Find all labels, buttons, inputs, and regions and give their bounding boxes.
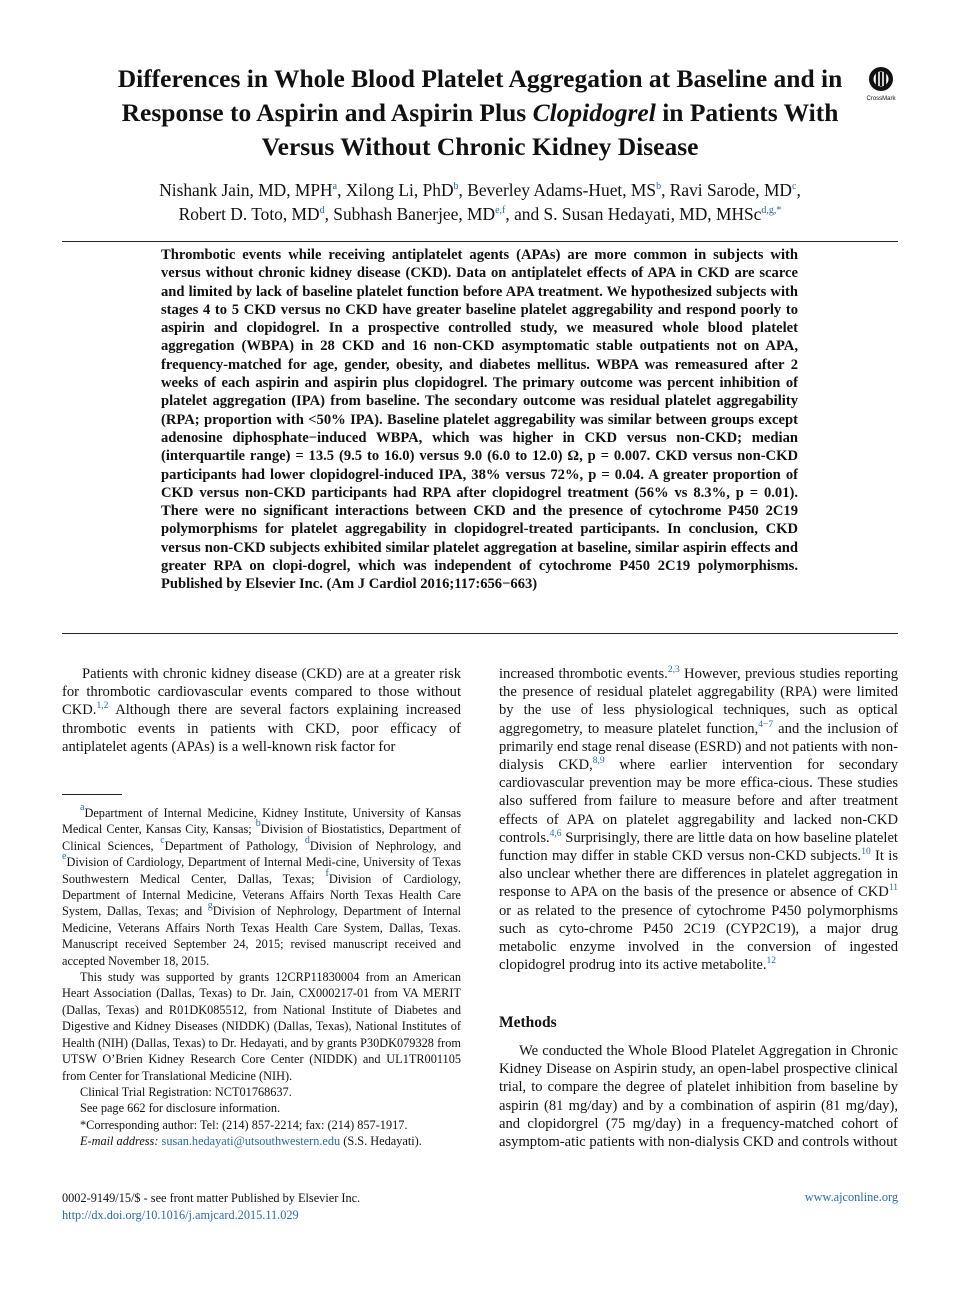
crossmark-label: CrossMark	[866, 96, 896, 102]
methods-heading: Methods	[499, 1014, 557, 1031]
abstract-bottom-rule	[62, 633, 898, 634]
issn-line: 0002-9149/15/$ - see front matter Published by Elsevier Inc.	[62, 1191, 361, 1205]
crossmark-icon	[868, 66, 894, 92]
author-list: Nishank Jain, MD, MPH$^a$, Xilong Li, PhD$^b$, Beverley Adams-Huet, $MS^b$, Ravi Sarode, $MD^c$, Robert D. Toto, $MD^d$, Subhash Banerjee, MD$^{e,f}$, and S. Susan Hedayati, MD, MHSc$^{d,g,*}$	[159, 180, 801, 224]
email-footnote: E-mail address: susan.hedayati@utsouthwestern.edu (S.S. Hedayati).	[80, 1134, 422, 1149]
citation-link[interactable]: 10	[861, 847, 871, 858]
title-italic-drug: Clopidogrel	[532, 98, 656, 127]
funding-footnote: This study was supported by grants 12CRP11830004 from an American Heart Association (Dallas, Texas) to Dr. Jain, CX000217-01 from VA MERIT (Dallas, Texas) and R01DK085512, from National Institute of Diabetes and Digestive and Kidney Diseases (NIDDK) (Dallas, Texas), National Institutes of Health (NIH) (Dallas, Texas) to Dr. Hedayati, and by grants P30DK079328 from UTSW O’Brien Kidney Research Core Center (NIDDK) and UL1TR001105 from Center for Translational Medicine (NIH).	[62, 970, 461, 1083]
abstract-top-rule	[62, 241, 898, 242]
citation-link[interactable]: 1,2	[96, 701, 109, 712]
affiliations-footnote: $^a$Department of Internal Medicine, Kidney Institute, University of Kansas Medical Center, Kansas City, Kansas; $^b$Division of Biostatistics, Department of Clinical Sciences, $^c$Department of Pathology, $^d$Division of Nephrology, and $^e$Division of Cardiology, Department of Internal Medi-cine, University of Texas Southwestern Medical Center, Dallas, Texas; $^f$Division of Cardiology, Department of Internal Medicine, Veterans Affairs North Texas Health Care System, Dallas, Texas; and $^g$Division of Nephrology, Department of Internal Medicine, Veterans Affairs North Texas Health Care System, Dallas, Texas. Manuscript received September 24, 2015; revised manuscript received and accepted November 18, 2015.	[62, 802, 462, 968]
body-column-left	[62, 665, 461, 756]
page-footer-left	[62, 1190, 360, 1223]
author-affiliation-mark: d,g,	[761, 205, 777, 216]
author: Robert D. Toto, MD	[178, 204, 320, 224]
author-affiliation-mark: b	[656, 181, 662, 192]
citation-link[interactable]: 12	[766, 956, 776, 967]
body-column-right	[499, 665, 898, 974]
author: Nishank Jain, MD, MPH	[159, 180, 333, 200]
corresponding-footnote: *Corresponding author: Tel: (214) 857-2214; fax: (214) 857-1917.	[80, 1117, 408, 1132]
author-affiliation-mark: d	[319, 205, 325, 216]
journal-website-link[interactable]: www.ajconline.org	[804, 1190, 898, 1204]
footnotes	[62, 802, 462, 1150]
corresponding-author-mark[interactable]: *	[776, 205, 782, 216]
author: Beverley Adams-Huet, MS	[467, 180, 657, 200]
citation-link[interactable]: 2,3	[667, 665, 680, 675]
author-affiliation-mark: e,f	[495, 205, 506, 216]
author-affiliation-mark: b	[453, 181, 459, 192]
intro-paragraph: Patients with chronic kidney disease (CKD) are at a greater risk for thrombotic cardiovascular events compared to those without CKD.$^{1,2}$ Although there are several factors explaining increased thrombotic events in patients with CKD, poor efficacy of antiplatelet agents (APAs) is a well-known risk factor for	[62, 666, 461, 755]
disclosure-footnote: See page 662 for disclosure information.	[80, 1101, 281, 1116]
author: Xilong Li, PhD	[345, 180, 454, 200]
methods-column	[499, 1042, 898, 1151]
abstract: Thrombotic events while receiving antiplatelet agents (APAs) are more common in subjects with versus without chronic kidney disease (CKD). Data on antiplatelet effects of APA in CKD are scarce and limited by lack of baseline platelet function before APA treatment. We hypothesized subjects with stages 4 to 5 CKD versus no CKD have greater baseline platelet aggregability and respond poorly to aspirin and clopidogrel. In a prospective controlled study, we measured whole blood platelet aggregation (WBPA) in 28 CKD and 16 non-CKD asymptomatic stable outpatients not on APA, frequency-matched for age, gender, obesity, and diabetes mellitus. WBPA was remeasured after 2 weeks of each aspirin and aspirin plus clopidogrel. The primary outcome was percent inhibition of platelet aggregation (IPA) from baseline. The secondary outcome was residual platelet aggregability (RPA; proportion with <50% IPA). Baseline platelet aggregability was similar between groups except adenosine diphosphate−induced WBPA, which was higher in CKD versus non-CKD; median (interquartile range) = 13.5 (9.5 to 16.0) versus 9.0 (6.0 to 12.0) Ω, p = 0.007. CKD versus non-CKD participants had lower clopidogrel-induced IPA, 38% versus 72%, p = 0.04. A greater proportion of CKD versus non-CKD participants had RPA after clopidogrel treatment (56% vs 8.3%, p = 0.01). There were no significant interactions between CKD and the presence of cytochrome P450 2C19 polymorphisms for platelet aggregability in clopidogrel-treated participants. In conclusion, CKD versus non-CKD subjects exhibited similar platelet aggregation at baseline, similar aspirin effects and greater RPA on clopi-dogrel, which was independent of cytochrome P450 2C19 polymorphisms. Published by Elsevier Inc. (Am J Cardiol 2016;117:656−663)	[161, 247, 798, 593]
citation-link[interactable]: 4−7	[758, 719, 774, 730]
citation-link[interactable]: 8,9	[592, 756, 605, 767]
citation-link[interactable]: 11	[888, 883, 898, 894]
author: Subhash Banerjee, MD	[333, 204, 496, 224]
author-affiliation-mark: a	[332, 181, 338, 192]
article-title: Differences in Whole Blood Platelet Aggregation at Baseline and in Response to Aspirin and Aspirin Plus Clopidogrel in Patients With Versus Without Chronic Kidney Disease	[117, 64, 843, 161]
doi-link[interactable]: http://dx.doi.org/10.1016/j.amjcard.2015.11.029	[62, 1207, 299, 1222]
crossmark-badge[interactable]	[866, 66, 896, 102]
email-link[interactable]: susan.hedayati@utsouthwestern.edu	[161, 1134, 341, 1149]
registration-footnote: Clinical Trial Registration: NCT01768637.	[80, 1084, 292, 1099]
author: Ravi Sarode, MD	[669, 180, 792, 200]
footnote-rule	[62, 794, 122, 795]
citation-link[interactable]: 4,6	[549, 828, 562, 839]
author: S. Susan Hedayati, MD, MHSc	[543, 204, 762, 224]
methods-paragraph: We conducted the Whole Blood Platelet Aggregation in Chronic Kidney Disease on Aspirin study, an open-label prospective clinical trial, to compare the degree of platelet inhibition from baseline by aspirin (81 mg/day) and by a combination of aspirin (81 mg/day), and clopidorgrel (75 mg/day) in a frequency-matched cohort of asymptom-atic patients with non-dialysis CKD and controls without	[499, 1043, 898, 1151]
intro-paragraph-continued: increased thrombotic events.$^{2,3}$ However, previous studies reporting the presence of residual platelet aggregability (RPA) were limited by the use of less physiological techniques, such as optical aggregometry, to measure platelet function,$^{4-7}$ and the inclusion of primarily end stage renal disease (ESRD) and not patients with non-dialysis CKD,$^{8,9}$ where earlier intervention for secondary cardiovascular prevention may be more effica-cious. These studies also suffered from failure to measure before and after treatment effects of APA on platelet aggregability and lacked non-CKD controls.$^{4,6}$ Surprisingly, there are little data on how baseline platelet function may differ in stable CKD versus non-CKD subjects.$^{10}$ It is also unclear whether there are differences in platelet aggregation in response to APA on the basis of the presence or absence of CKD$^{11}$ or as related to the presence of cytochrome P450 polymorphisms such as cyto-chrome P450 2C19 (CYP2C19), a major drug metabolic enzyme involved in the conversion of ingested clopidogrel prodrug into its active metabolite.$^{12}$	[499, 665, 898, 974]
author-affiliation-mark: c	[791, 181, 797, 192]
